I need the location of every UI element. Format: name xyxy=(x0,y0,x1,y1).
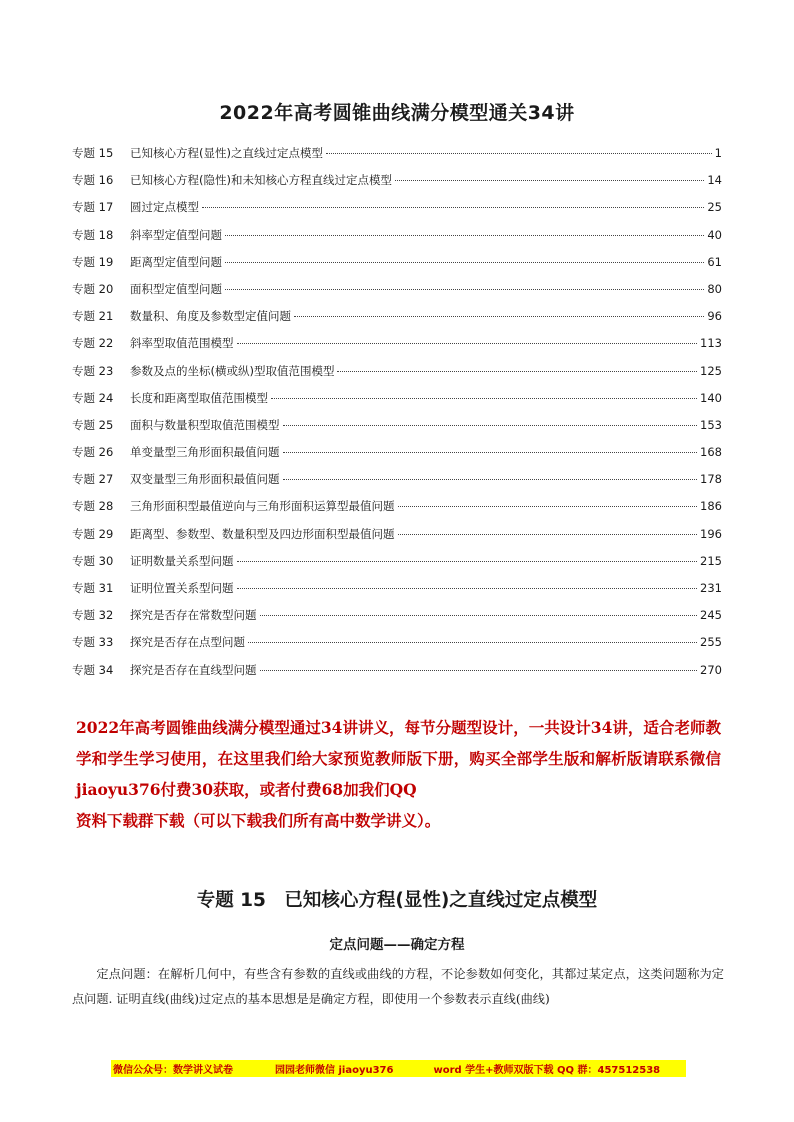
toc-entry-title: 探究是否存在点型问题 xyxy=(130,635,245,650)
toc-dot-leader xyxy=(294,315,704,317)
toc-entry-title: 单变量型三角形面积最值问题 xyxy=(130,445,280,460)
toc-entry-number: 专题 22 xyxy=(72,336,114,351)
toc-entry[interactable] xyxy=(72,662,722,689)
toc-dot-leader xyxy=(260,614,698,616)
toc-dot-leader xyxy=(260,669,698,671)
toc-entry[interactable] xyxy=(72,308,722,335)
toc-entry[interactable] xyxy=(72,634,722,661)
toc-entry-title: 圆过定点模型 xyxy=(130,200,199,215)
toc-entry-number: 专题 23 xyxy=(72,363,114,378)
toc-entry-title: 探究是否存在常数型问题 xyxy=(130,608,257,623)
promo-last-line: 资料下载群下载（可以下载我们所有高中数学讲义）。 xyxy=(76,811,441,830)
toc-entry-title: 数量积、角度及参数型定值问题 xyxy=(130,309,291,324)
toc-dot-leader xyxy=(283,451,698,453)
toc-entry-number: 专题 24 xyxy=(72,390,114,405)
toc-dot-leader xyxy=(271,397,697,399)
toc-entry[interactable] xyxy=(72,444,722,471)
toc-dot-leader xyxy=(237,587,698,589)
toc-entry-page: 96 xyxy=(707,309,722,324)
toc-dot-leader xyxy=(337,370,697,372)
toc-dot-leader xyxy=(202,206,704,208)
toc-entry-number: 专题 30 xyxy=(72,553,114,568)
toc-dot-leader xyxy=(398,533,698,535)
toc-entry-page: 125 xyxy=(700,363,722,378)
toc-entry-page: 40 xyxy=(707,227,722,242)
toc-dot-leader xyxy=(283,478,698,480)
document-title: 2022年高考圆锥曲线满分模型通关34讲 xyxy=(219,102,575,124)
toc-entry-number: 专题 27 xyxy=(72,472,114,487)
toc-entry-title: 长度和距离型取值范围模型 xyxy=(130,390,268,405)
footer-banner xyxy=(111,1060,686,1077)
toc-dot-leader xyxy=(248,641,697,643)
toc-entry[interactable] xyxy=(72,526,722,553)
toc-dot-leader xyxy=(225,234,704,236)
toc-entry-page: 178 xyxy=(700,472,722,487)
toc-entry-title: 证明数量关系型问题 xyxy=(130,553,234,568)
toc-entry-number: 专题 21 xyxy=(72,309,114,324)
toc-entry[interactable] xyxy=(72,199,722,226)
toc-entry-number: 专题 17 xyxy=(72,200,114,215)
toc-entry-title: 三角形面积型最值逆向与三角形面积运算型最值问题 xyxy=(130,499,395,514)
toc-entry-page: 61 xyxy=(707,254,722,269)
promo-text: 2022年高考圆锥曲线满分模型通过34讲讲义，每节分题型设计，一共设计34讲，适合老师教学和学生学习使用，在这里我们给大家预览教师版下册，购买全部学生版和解析版请联系微信 jiaoyu376付费30获取，或者付费68加我们QQ xyxy=(76,718,721,799)
toc-entry[interactable] xyxy=(72,363,722,390)
toc-entry-page: 196 xyxy=(700,526,722,541)
toc-dot-leader xyxy=(225,261,704,263)
toc-entry-number: 专题 19 xyxy=(72,254,114,269)
toc-entry-number: 专题 28 xyxy=(72,499,114,514)
toc-entry-page: 80 xyxy=(707,281,722,296)
toc-entry-number: 专题 29 xyxy=(72,526,114,541)
toc-entry[interactable] xyxy=(72,580,722,607)
toc-entry-page: 113 xyxy=(700,336,722,351)
toc-entry-title: 参数及点的坐标(横或纵)型取值范围模型 xyxy=(130,363,335,378)
toc-entry[interactable] xyxy=(72,607,722,634)
toc-entry-title: 探究是否存在直线型问题 xyxy=(130,662,257,677)
toc-dot-leader xyxy=(237,560,698,562)
toc-entry[interactable] xyxy=(72,172,722,199)
footer-qq-group: word 学生+教师双版下载 QQ 群：457512538 xyxy=(433,1065,661,1076)
toc-entry-title: 双变量型三角形面积最值问题 xyxy=(130,472,280,487)
toc-entry[interactable] xyxy=(72,553,722,580)
toc-dot-leader xyxy=(326,152,712,154)
toc-dot-leader xyxy=(395,179,704,181)
toc-entry-number: 专题 26 xyxy=(72,445,114,460)
promo-notice xyxy=(76,712,721,836)
toc-entry[interactable] xyxy=(72,390,722,417)
toc-entry-page: 1 xyxy=(714,146,722,160)
toc-entry-number: 专题 33 xyxy=(72,635,114,650)
toc-entry-page: 215 xyxy=(700,553,722,568)
section-subtitle: 定点问题——确定方程 xyxy=(329,937,465,953)
toc-entry-page: 255 xyxy=(700,635,722,650)
toc-entry-number: 专题 34 xyxy=(72,662,114,677)
toc-dot-leader xyxy=(237,342,698,344)
toc-entry-title: 面积型定值型问题 xyxy=(130,281,222,296)
toc-entry-page: 231 xyxy=(700,581,722,595)
toc-entry[interactable] xyxy=(72,417,722,444)
toc-entry-page: 186 xyxy=(700,499,722,514)
section-title: 专题 15 已知核心方程(显性)之直线过定点模型 xyxy=(196,890,598,911)
toc-entry-page: 25 xyxy=(707,200,722,215)
toc-entry-number: 专题 20 xyxy=(72,281,114,296)
table-of-contents xyxy=(72,145,722,689)
toc-entry-number: 专题 31 xyxy=(72,581,114,595)
toc-dot-leader xyxy=(398,505,698,507)
footer-wechat-account: 微信公众号：数学讲义试卷 xyxy=(113,1065,233,1076)
toc-entry-page: 270 xyxy=(700,662,722,677)
toc-entry-page: 153 xyxy=(700,417,722,432)
toc-entry-title: 已知核心方程(隐性)和未知核心方程直线过定点模型 xyxy=(130,173,392,188)
toc-dot-leader xyxy=(225,288,704,290)
toc-entry-title: 证明位置关系型问题 xyxy=(130,581,234,595)
toc-entry-title: 距离型、参数型、数量积型及四边形面积型最值问题 xyxy=(130,526,395,541)
toc-entry-number: 专题 15 xyxy=(72,146,114,160)
toc-entry-page: 140 xyxy=(700,390,722,405)
toc-entry-title: 面积与数量积型取值范围模型 xyxy=(130,417,280,432)
toc-entry-title: 已知核心方程(显性)之直线过定点模型 xyxy=(130,146,323,160)
toc-entry-number: 专题 18 xyxy=(72,227,114,242)
toc-entry-title: 距离型定值型问题 xyxy=(130,254,222,269)
toc-entry-page: 14 xyxy=(707,173,722,188)
toc-entry[interactable] xyxy=(72,227,722,254)
toc-entry-title: 斜率型取值范围模型 xyxy=(130,336,234,351)
toc-entry-title: 斜率型定值型问题 xyxy=(130,227,222,242)
toc-entry-number: 专题 16 xyxy=(72,173,114,188)
toc-entry-number: 专题 25 xyxy=(72,417,114,432)
footer-teacher-wechat: 园园老师微信 jiaoyu376 xyxy=(275,1065,394,1076)
toc-entry[interactable] xyxy=(72,254,722,281)
toc-entry[interactable] xyxy=(72,471,722,498)
toc-entry-page: 168 xyxy=(700,445,722,460)
toc-entry[interactable] xyxy=(72,145,722,172)
toc-entry[interactable] xyxy=(72,281,722,308)
toc-entry-page: 245 xyxy=(700,608,722,623)
toc-entry[interactable] xyxy=(72,335,722,362)
section-body-text: 定点问题：在解析几何中，有些含有参数的直线或曲线的方程，不论参数如何变化，其都过某定点，这类问题称为定点问题. 证明直线(曲线)过定点的基本思想是是确定方程，即使用一个参数表示直线(曲线) xyxy=(72,967,724,1006)
toc-entry-number: 专题 32 xyxy=(72,608,114,623)
toc-dot-leader xyxy=(283,424,698,426)
toc-entry[interactable] xyxy=(72,498,722,525)
